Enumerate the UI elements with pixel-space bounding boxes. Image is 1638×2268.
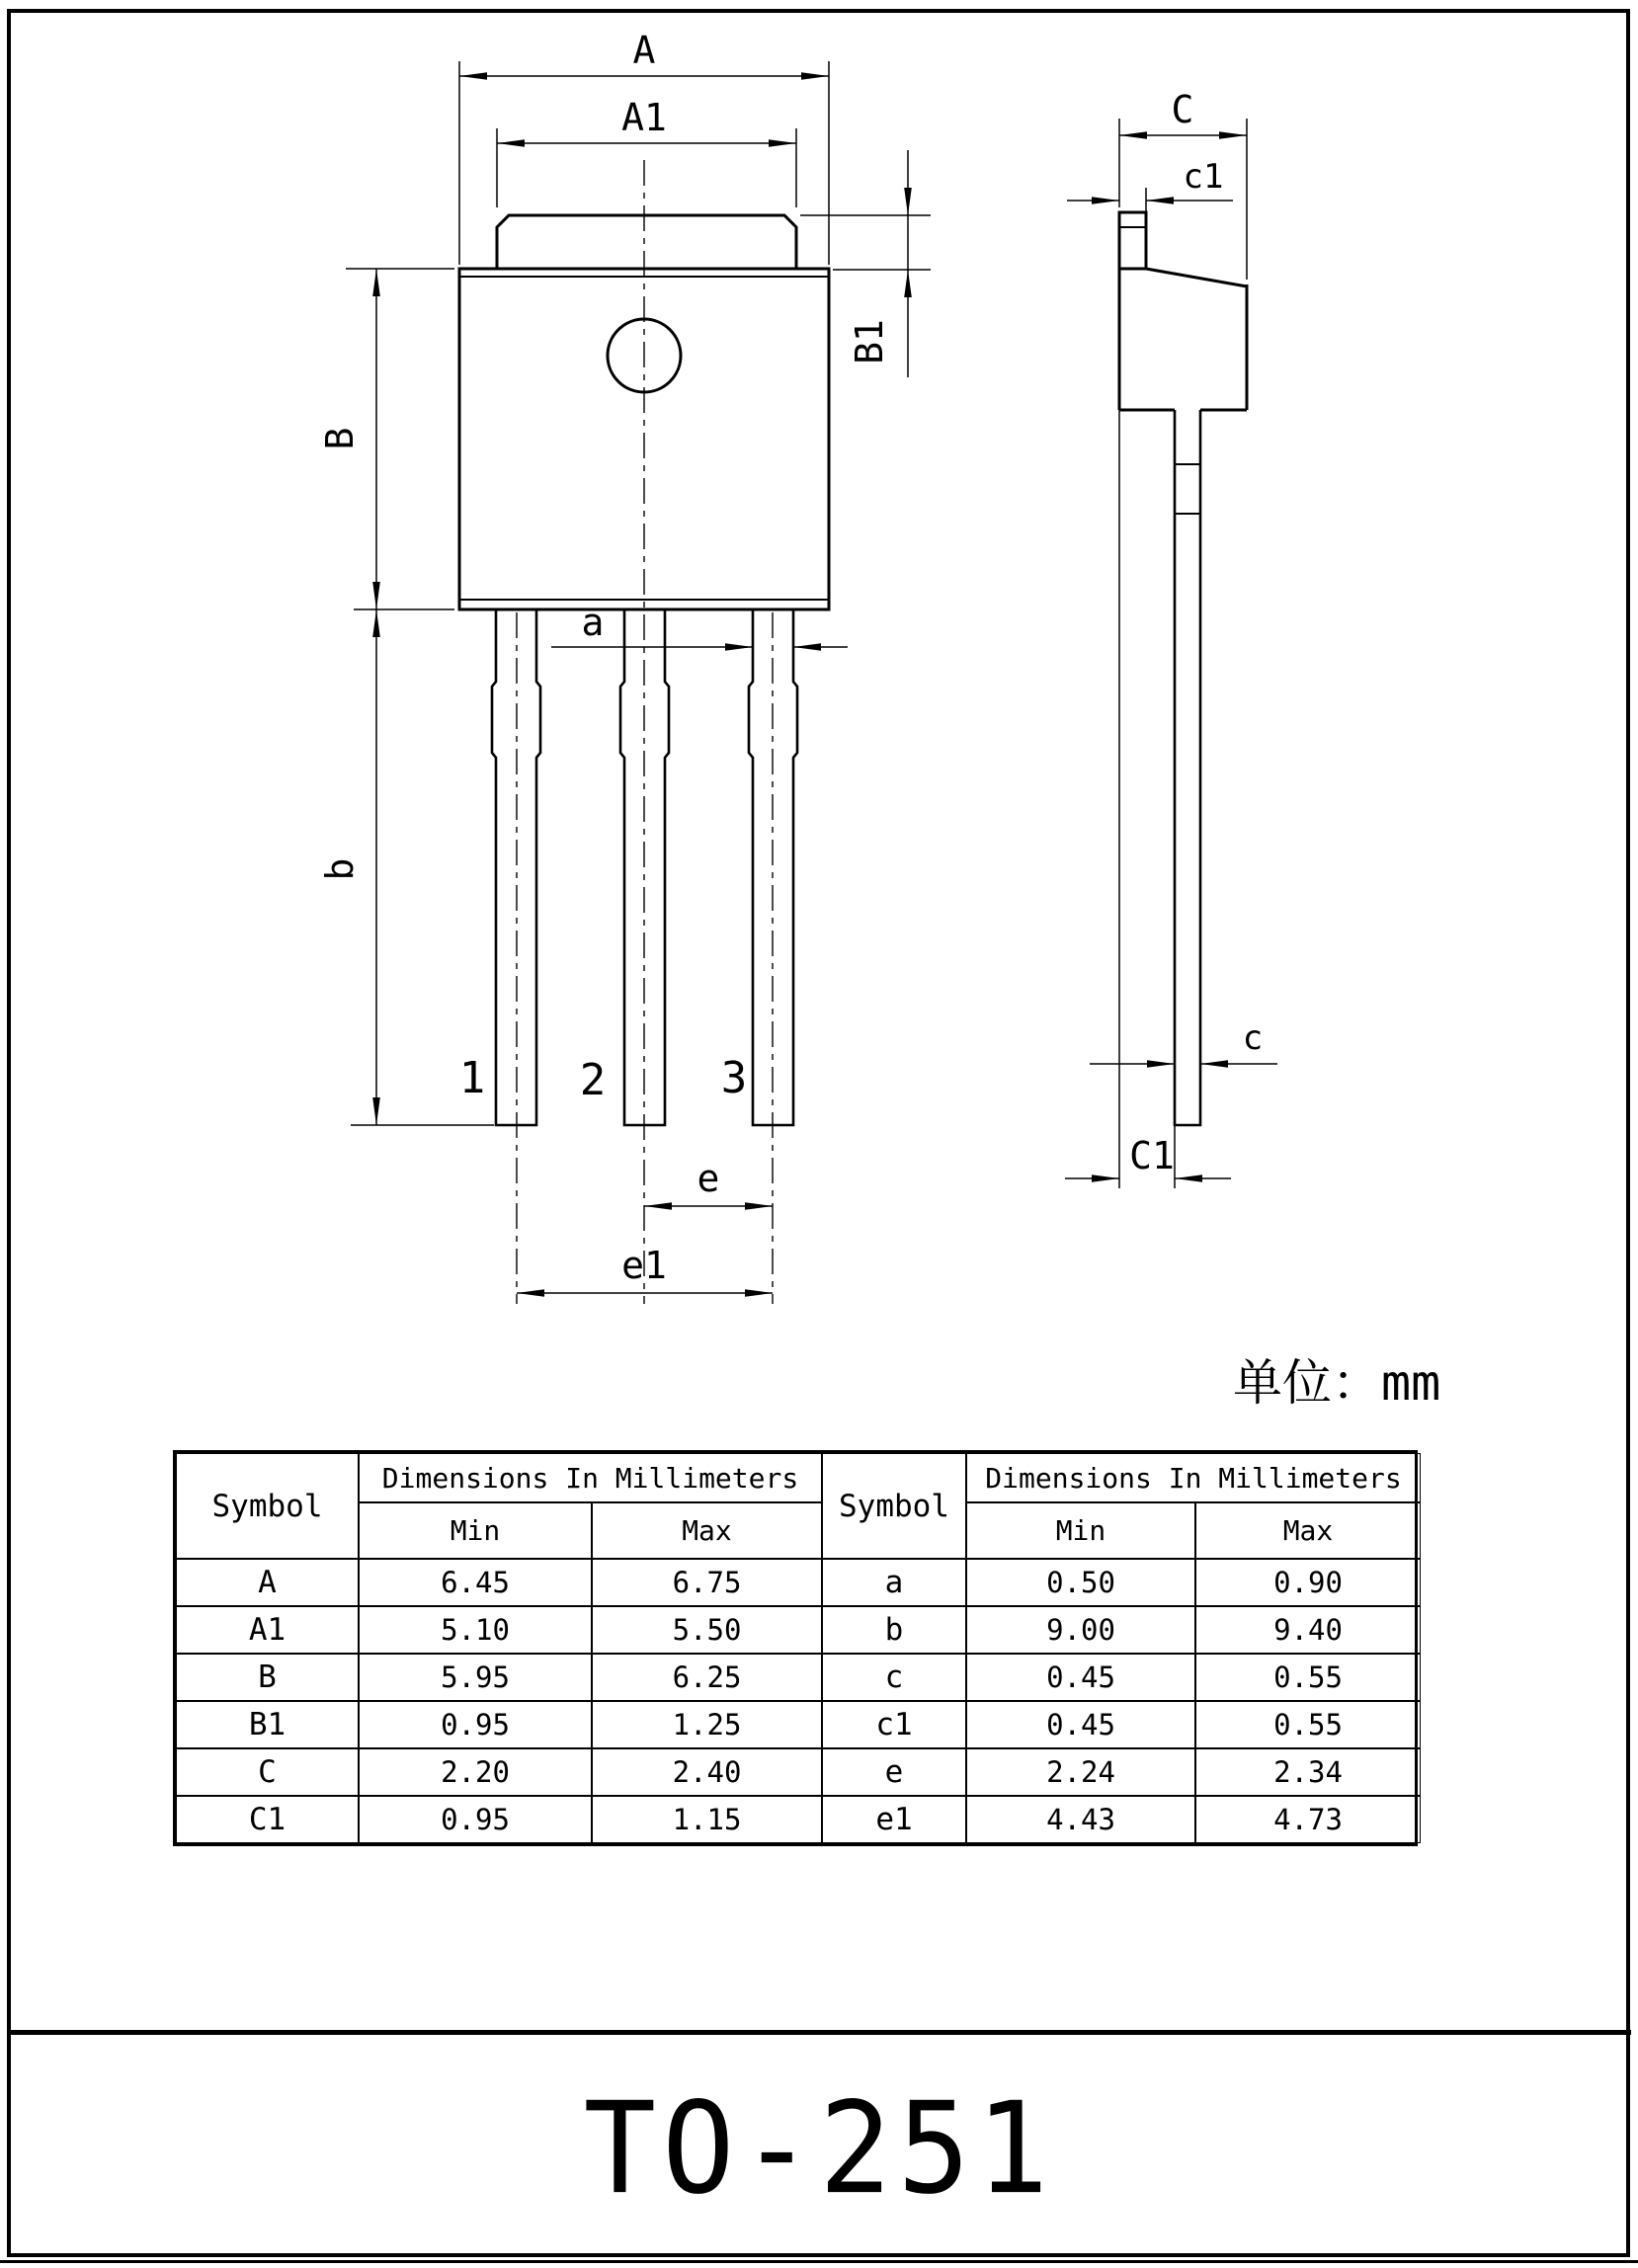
units-note	[1233, 1355, 1440, 1411]
dim-label-C1: C1	[1129, 1134, 1175, 1177]
table-cell-min: 0.45	[966, 1654, 1195, 1701]
table-header-dims-right: Dimensions In Millimeters	[966, 1453, 1421, 1502]
table-cell-max: 6.25	[592, 1654, 822, 1701]
table-cell-symbol: A	[176, 1559, 359, 1606]
pin-label-3: 3	[720, 1053, 748, 1103]
table-cell-max: 0.90	[1195, 1559, 1421, 1606]
side-view	[1065, 88, 1277, 1188]
front-tab-outline	[497, 215, 796, 269]
front-view	[318, 29, 931, 1304]
table-cell-min: 5.10	[359, 1606, 592, 1654]
side-tab-outline	[1119, 212, 1146, 269]
units-value: mm	[1381, 1354, 1441, 1412]
dim-label-B1: B1	[848, 319, 891, 364]
table-cell-min: 0.50	[966, 1559, 1195, 1606]
table-cell-symbol: B1	[176, 1701, 359, 1748]
table-cell-max: 9.40	[1195, 1606, 1421, 1654]
table-header-min-right: Min	[966, 1502, 1195, 1559]
table-cell-symbol: e	[822, 1748, 966, 1796]
table-header-min-left: Min	[359, 1502, 592, 1559]
dim-label-A: A	[632, 29, 656, 72]
table-cell-min: 6.45	[359, 1559, 592, 1606]
table-cell-symbol: b	[822, 1606, 966, 1654]
table-header-max-right: Max	[1195, 1502, 1421, 1559]
table-cell-min: 0.45	[966, 1701, 1195, 1748]
table-cell-max: 5.50	[592, 1606, 822, 1654]
table-cell-max: 6.75	[592, 1559, 822, 1606]
table-cell-symbol: c	[822, 1654, 966, 1701]
table-cell-min: 4.43	[966, 1796, 1195, 1843]
table-cell-min: 5.95	[359, 1654, 592, 1701]
table-cell-max: 1.15	[592, 1796, 822, 1843]
dimension-table	[173, 1450, 1418, 1846]
dim-label-e: e	[696, 1157, 720, 1200]
dim-label-b: b	[318, 857, 362, 881]
dim-label-A1: A1	[621, 96, 667, 139]
table-cell-max: 0.55	[1195, 1654, 1421, 1701]
dim-label-c1: c1	[1183, 157, 1224, 197]
dim-label-c: c	[1242, 1018, 1264, 1058]
dim-label-a: a	[581, 601, 605, 644]
table-cell-max: 2.40	[592, 1748, 822, 1796]
table-header-symbol-left: Symbol	[176, 1453, 359, 1559]
table-cell-symbol: a	[822, 1559, 966, 1606]
table-cell-min: 2.20	[359, 1748, 592, 1796]
table-cell-max: 1.25	[592, 1701, 822, 1748]
table-cell-symbol: c1	[822, 1701, 966, 1748]
units-label: 单位：	[1233, 1354, 1381, 1412]
table-cell-max: 2.34	[1195, 1748, 1421, 1796]
table-cell-symbol: C1	[176, 1796, 359, 1843]
table-cell-symbol: A1	[176, 1606, 359, 1654]
pin-label-2: 2	[579, 1055, 607, 1105]
table-cell-symbol: B	[176, 1654, 359, 1701]
center-lines	[517, 160, 773, 1304]
table-header-symbol-right: Symbol	[822, 1453, 966, 1559]
table-cell-max: 0.55	[1195, 1701, 1421, 1748]
title-block-divider	[7, 2030, 1631, 2035]
bottom-edge-line	[0, 2260, 1638, 2263]
package-title: TO-251	[583, 2074, 1055, 2223]
table-cell-min: 0.95	[359, 1796, 592, 1843]
title-block	[0, 2055, 1638, 2242]
table-cell-min: 9.00	[966, 1606, 1195, 1654]
dim-label-e1: e1	[621, 1244, 667, 1287]
table-header-dims-left: Dimensions In Millimeters	[359, 1453, 822, 1502]
table-cell-symbol: C	[176, 1748, 359, 1796]
dim-label-B: B	[318, 427, 362, 450]
table-cell-symbol: e1	[822, 1796, 966, 1843]
front-dimensions	[346, 61, 931, 1293]
pin-label-1: 1	[458, 1053, 486, 1103]
side-lead	[1175, 410, 1200, 1125]
table-header-max-left: Max	[592, 1502, 822, 1559]
dim-label-C: C	[1171, 88, 1194, 131]
table-cell-max: 4.73	[1195, 1796, 1421, 1843]
table-cell-min: 0.95	[359, 1701, 592, 1748]
table-cell-min: 2.24	[966, 1748, 1195, 1796]
